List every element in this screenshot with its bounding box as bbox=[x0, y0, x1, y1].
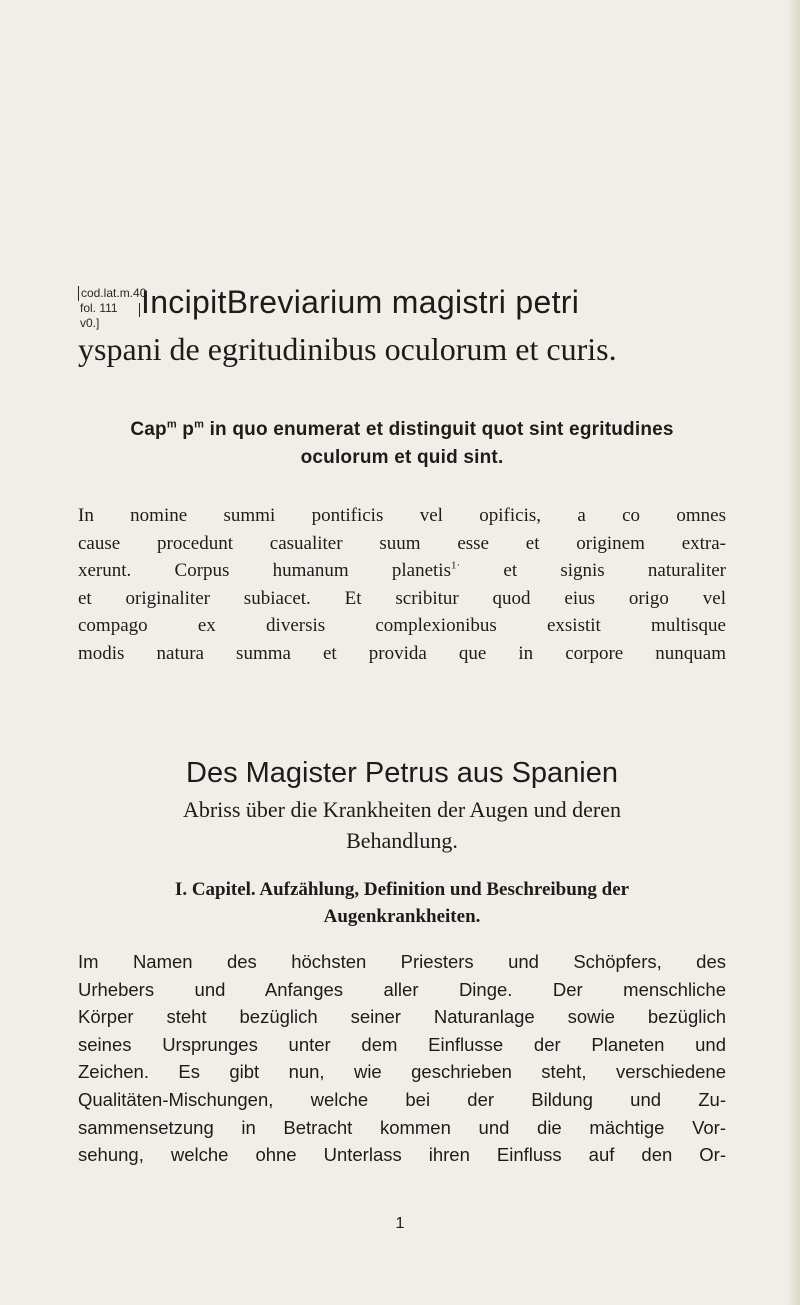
german-line: Körper steht bezüglich seiner Naturanlage sowie bezüglich bbox=[78, 1006, 726, 1028]
latin-line bbox=[78, 557, 726, 585]
chapter-title: Aufzählung, Definition und Beschreibung der bbox=[255, 879, 630, 900]
pm-abbrev: p bbox=[176, 419, 195, 440]
latin-chapter-heading-line2: oculorum et quid sint. bbox=[300, 447, 504, 468]
german-line: sehung, welche ohne Unterlass ihren Einfluss auf den Or- bbox=[78, 1144, 726, 1166]
german-subtitle bbox=[78, 794, 726, 856]
latin-title-block bbox=[78, 282, 726, 402]
latin-title-line1: IncipitBreviarium magistri petri bbox=[141, 284, 580, 320]
chapter-heading-line2: Augenkrankheiten. bbox=[323, 906, 481, 927]
cap-abbrev: Cap bbox=[130, 419, 167, 440]
manuscript-reference-line2: fol. 111 v0.] bbox=[80, 301, 118, 330]
latin-heading-text: in quo enumerat et distinguit quot sint egritudines bbox=[204, 419, 674, 440]
german-line: Qualitäten-Mischungen, welche bei der Bildung und Zu- bbox=[78, 1088, 726, 1110]
german-line: Zeichen. Es gibt nun, wie geschrieben steht, verschiedene bbox=[78, 1061, 726, 1083]
latin-paragraph bbox=[78, 502, 726, 667]
chapter-heading bbox=[78, 876, 726, 930]
chapter-number: I. Capitel. bbox=[174, 879, 256, 900]
cap-superscript: m bbox=[166, 418, 177, 431]
page-edge bbox=[786, 0, 800, 1305]
latin-line: cause procedunt casualiter suum esse et originem extra- bbox=[78, 532, 726, 554]
manuscript-reference bbox=[78, 286, 147, 331]
latin-line: In nomine summi pontificis vel opificis, a co omnes bbox=[78, 505, 726, 526]
german-subtitle-line1: Abriss über die Krankheiten der Augen und deren bbox=[182, 797, 622, 822]
german-line: sammensetzung in Betracht kommen und die mächtige Vor- bbox=[78, 1116, 726, 1138]
pm-superscript: m bbox=[194, 418, 205, 431]
german-paragraph bbox=[78, 948, 726, 1169]
german-line: Im Namen des höchsten Priesters und Schöpfers, des bbox=[78, 951, 726, 972]
manuscript-bracket bbox=[139, 303, 140, 317]
latin-chapter-heading bbox=[78, 416, 726, 472]
latin-line: compago ex diversis complexionibus exsistit multisque bbox=[78, 615, 726, 636]
latin-line-text: xerunt. Corpus humanum planetis bbox=[78, 560, 451, 581]
page-number: 1 bbox=[395, 1215, 405, 1232]
chapter-heading-line1 bbox=[78, 876, 726, 903]
latin-line: modis natura summa et provida que in corpore nunquam bbox=[78, 642, 726, 664]
footnote-mark: 1· bbox=[450, 559, 461, 572]
german-line: seines Ursprunges unter dem Einflusse der Planeten und bbox=[78, 1033, 726, 1055]
latin-chapter-heading-line1 bbox=[78, 416, 726, 444]
latin-line-text: et signis naturaliter bbox=[460, 560, 726, 581]
latin-line: et originaliter subiacet. Et scribitur quod eius origo vel bbox=[78, 587, 726, 609]
german-line: Urhebers und Anfanges aller Dinge. Der menschliche bbox=[78, 978, 726, 1000]
manuscript-reference-line1: cod.lat.m.40 bbox=[78, 286, 138, 301]
german-title: Des Magister Petrus aus Spanien bbox=[186, 757, 618, 789]
german-subtitle-line2: Behandlung. bbox=[346, 828, 458, 853]
latin-title-line2: yspani de egritudinibus oculorum et curis. bbox=[78, 331, 617, 367]
